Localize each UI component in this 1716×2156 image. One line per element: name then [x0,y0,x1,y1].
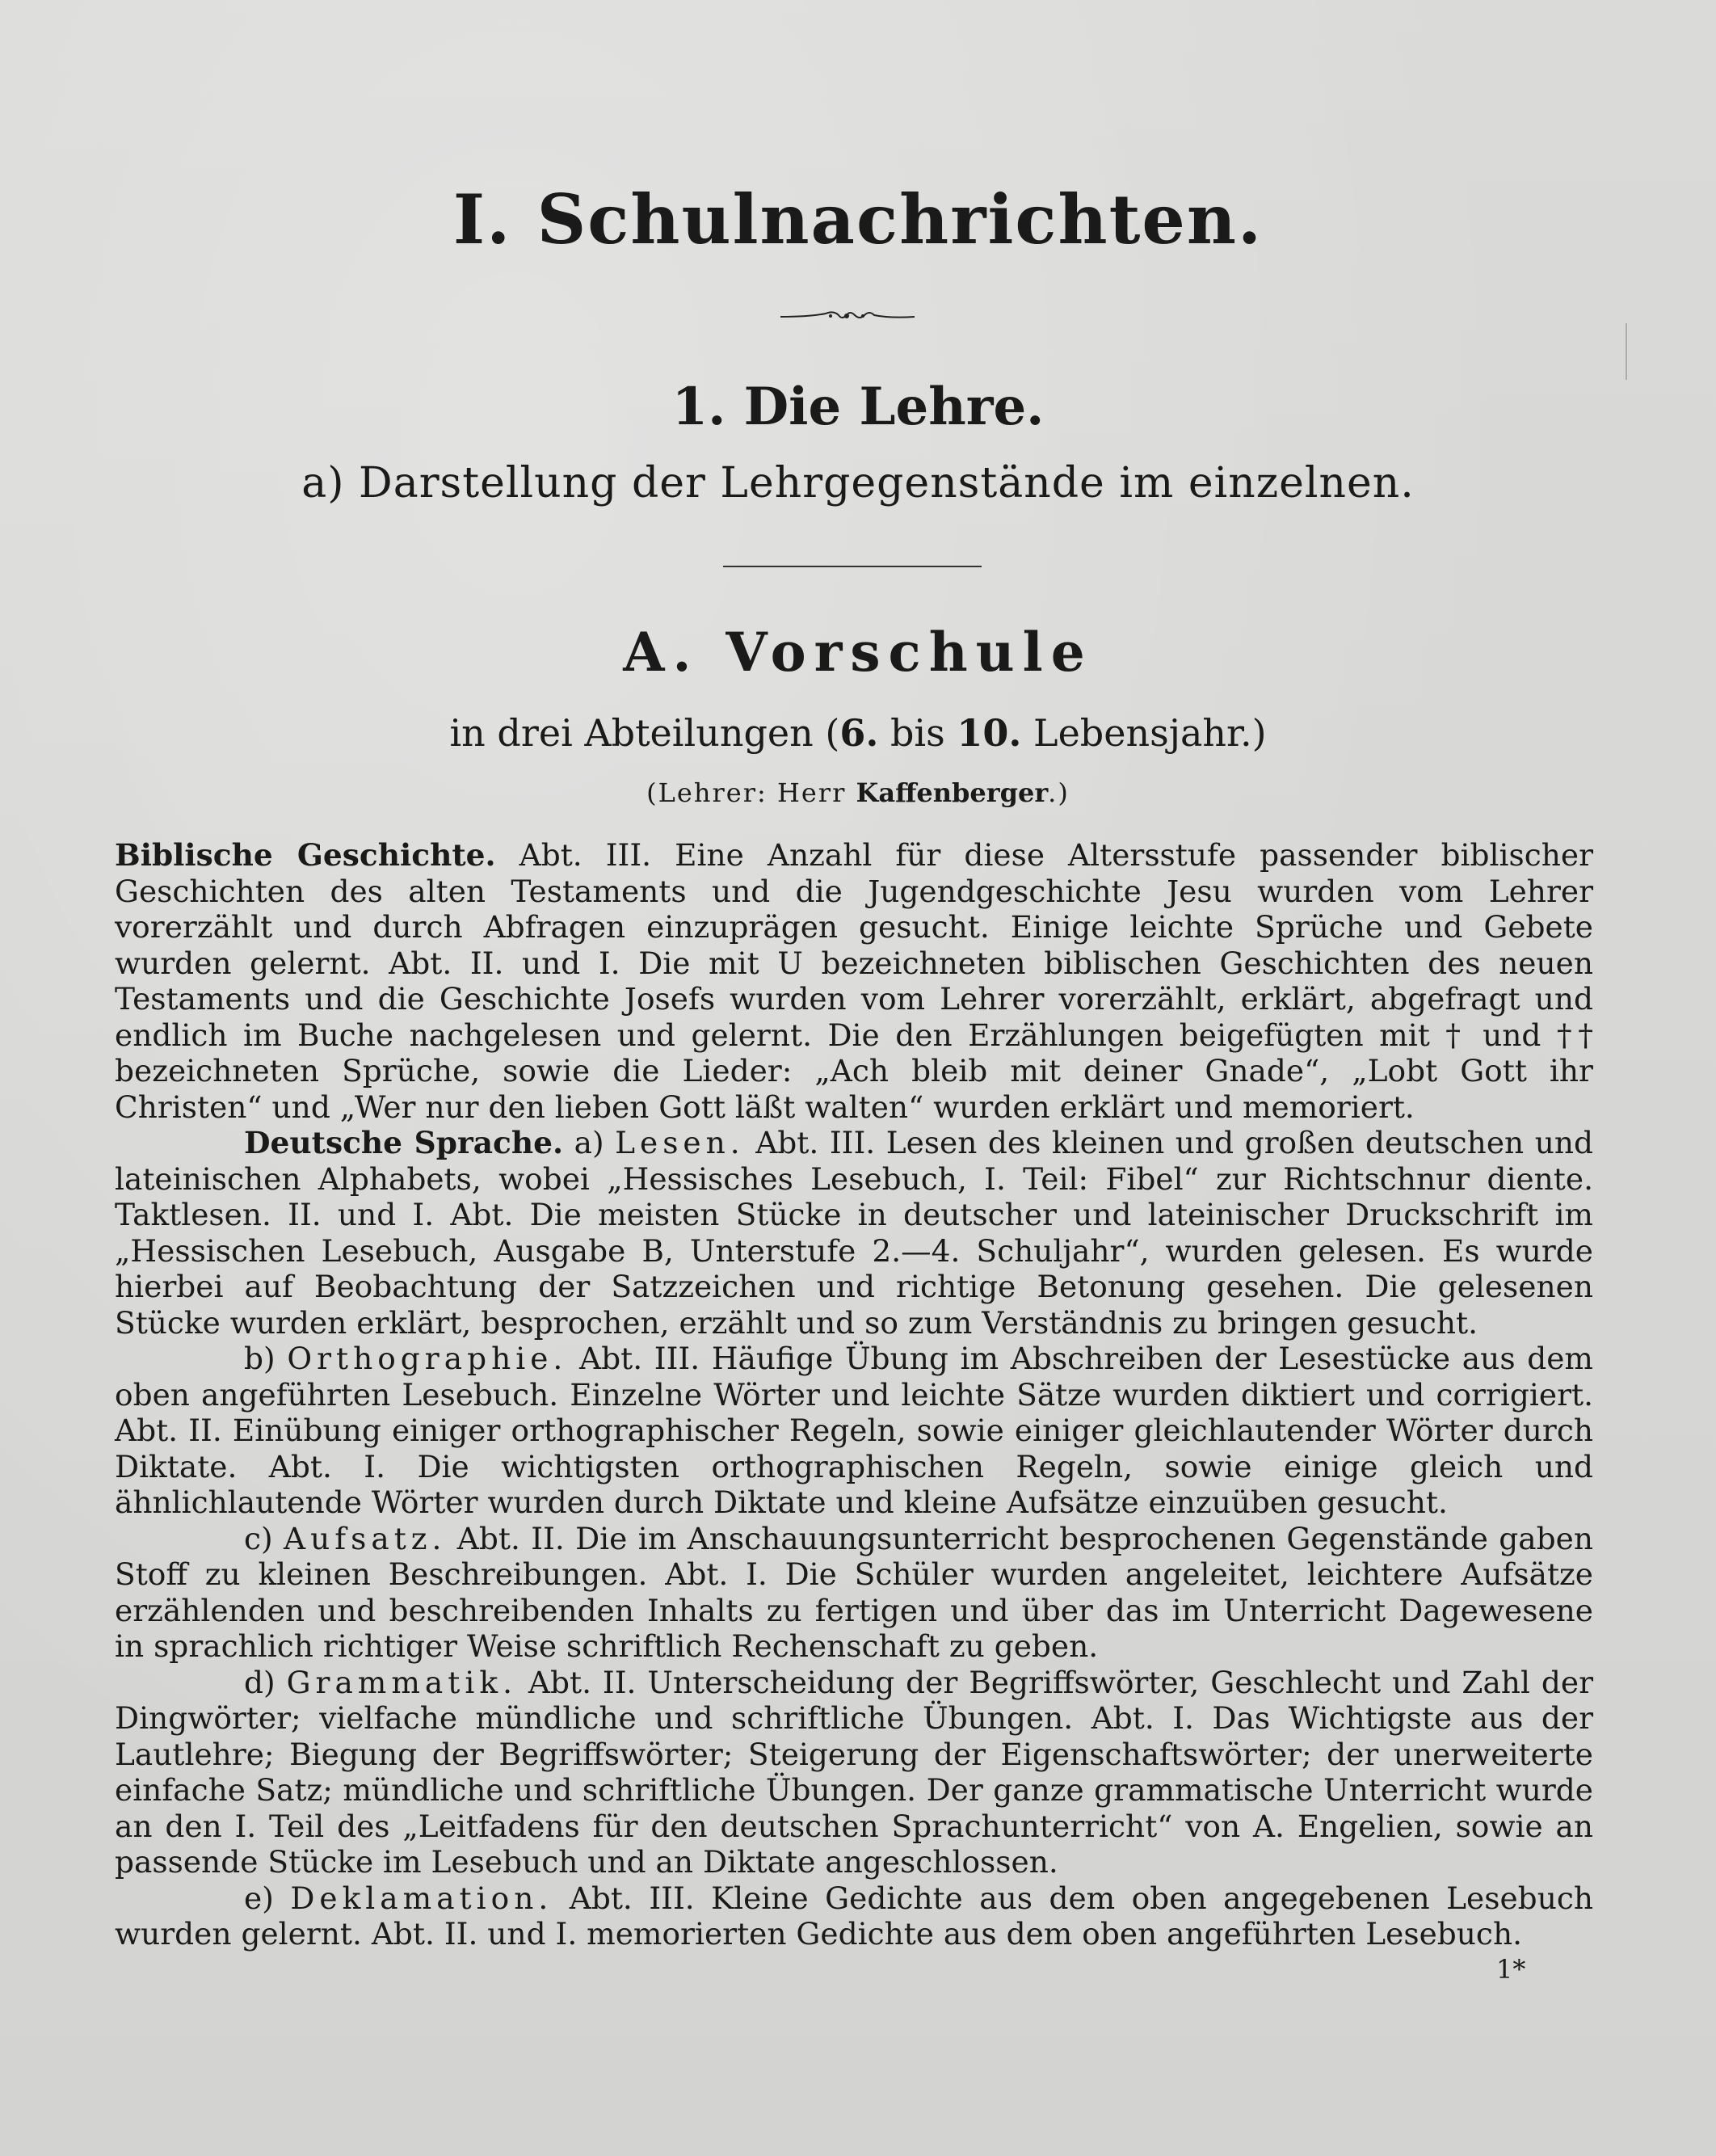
school-subheading [0,711,1716,755]
religion-lead: Biblische Geschichte. [115,837,496,873]
section-heading: 1. Die Lehre. [671,377,1045,437]
subheading-text: in drei Abteilungen ( [449,711,840,755]
page-number: 1* [1496,1954,1526,1985]
teacher-close: .) [1048,777,1070,808]
subsection-heading: a) Darstellung der Lehrgegenstände im einzelnen. [301,459,1415,507]
german-c-word: Aufsatz. [283,1520,447,1556]
german-a-text: Abt. III. Lesen des kleinen und großen deutschen und lateinischen Alphabets, wobei „Hessisches Lesebuch, I. Teil: Fibel“ zur Richtschnur diente. Taktlesen. II. und I. Abt. Die meisten Stücke in deutscher und lateinischer Druckschrift im „Hessischen Lesebuch, Ausgabe B, Unterstufe 2.—4. Schuljahr“, wurden gelesen. Es wurde hierbei auf Beobachtung der Satzzeichen und richtige Betonung gesehen. Die gelesenen Stücke wurden erklärt, besprochen, erzählt und so zum Verständnis zu bringen gesucht. [115,1125,1594,1341]
german-e-label: e) [244,1880,291,1916]
page-title: I. Schulnachrichten. [452,179,1264,259]
teacher-name: Kaffenberger [856,777,1049,808]
german-e-word: Deklamation. [290,1880,553,1916]
scan-artifact-line [1626,323,1627,380]
school-heading: A. Vorschule [623,621,1093,684]
german-d-label: d) [244,1664,287,1700]
german-lead: Deutsche Sprache. [244,1125,564,1160]
ornament-divider-icon [777,305,918,326]
german-a-word: Lesen. [615,1125,745,1160]
teacher-label: (Lehrer: Herr [646,777,856,808]
german-a-label: a) [563,1125,616,1160]
age-end: 10. [957,711,1022,755]
age-start: 6. [839,711,879,755]
paragraph-german-essay [115,1521,1593,1665]
paragraph-german-grammar [115,1665,1593,1880]
german-b-label: b) [244,1341,288,1376]
german-d-text: Abt. II. Unterscheidung der Begriffswörter, Geschlecht und Zahl der Dingwörter; vielfache mündliche und schriftliche Übungen. Abt. I. Das Wichtigste aus der Lautlehre; Biegung der Begriffswörter; Steigerung der Eigenschaftswörter; der unerweiterte einfache Satz; mündliche und schriftliche Übungen. Der ganze grammatische Unterricht wurde an den I. Teil des „Leitfadens für den deutschen Sprachunterricht“ von A. Engelien, sowie an passende Stücke im Lesebuch und an Diktate angeschlossen. [115,1664,1593,1880]
paragraph-german-reading [115,1125,1593,1341]
german-b-word: Orthographie. [287,1341,568,1376]
german-d-word: Grammatik. [286,1664,517,1700]
german-c-label: c) [244,1520,284,1556]
german-b-text: Abt. III. Häufige Übung im Abschreiben der Lesestücke aus dem oben angeführten Lesebuch. Einzelne Wörter und leichte Sätze wurden diktiert und corrigiert. Abt. II. Einübung einiger orthographischer Regeln, sowie einiger gleichlautender Wörter durch Diktate. Abt. I. Die wichtigsten orthographischen Regeln, sowie einige gleich und ähnlichlautende Wörter wurden durch Diktate und kleine Aufsätze einzuüben gesucht. [115,1341,1593,1520]
paragraph-german-orthography [115,1341,1593,1521]
paragraph-german-declamation [115,1880,1593,1952]
teacher-line [0,777,1716,808]
subheading-text: Lebensjahr.) [1021,711,1267,755]
german-c-text: Abt. II. Die im Anschauungsunterricht besprochenen Gegenstände gaben Stoff zu kleinen Beschreibungen. Abt. I. Die Schüler wurden angeleitet, leichtere Aufsätze erzählenden und beschreibenden Inhalts zu fertigen und über das im Unterricht Dagewesene in sprachlich richtiger Weise schriftlich Rechenschaft zu geben. [115,1520,1593,1664]
subheading-text: bis [878,711,957,755]
body-text [115,837,1593,1952]
religion-text: Abt. III. Eine Anzahl für diese Altersstufe passender biblischer Geschichten des alten Testaments und die Jugendgeschichte Jesu wurden vom Lehrer vorerzählt und durch Abfragen einzuprägen gesucht. Einige leichte Sprüche und Gebete wurden gelernt. Abt. II. und I. Die mit U bezeichneten biblischen Geschichten des neuen Testaments und die Geschichte Josefs wurden vom Lehrer vorerzählt, erklärt, abgefragt und endlich im Buche nachgelesen und gelernt. Die den Erzählungen beigefügten mit † und †† bezeichneten Sprüche, sowie die Lieder: „Ach bleib mit deiner Gnade“, „Lobt Gott ihr Christen“ und „Wer nur den lieben Gott läßt walten“ wurden erklärt und memoriert. [115,837,1593,1125]
german-e-text: Abt. III. Kleine Gedichte aus dem oben angegebenen Lesebuch wurden gelernt. Abt. II. und I. memorierten Gedichte aus dem oben angeführten Lesebuch. [115,1880,1593,1952]
horizontal-rule [723,566,982,567]
paragraph-religion [115,837,1593,1125]
